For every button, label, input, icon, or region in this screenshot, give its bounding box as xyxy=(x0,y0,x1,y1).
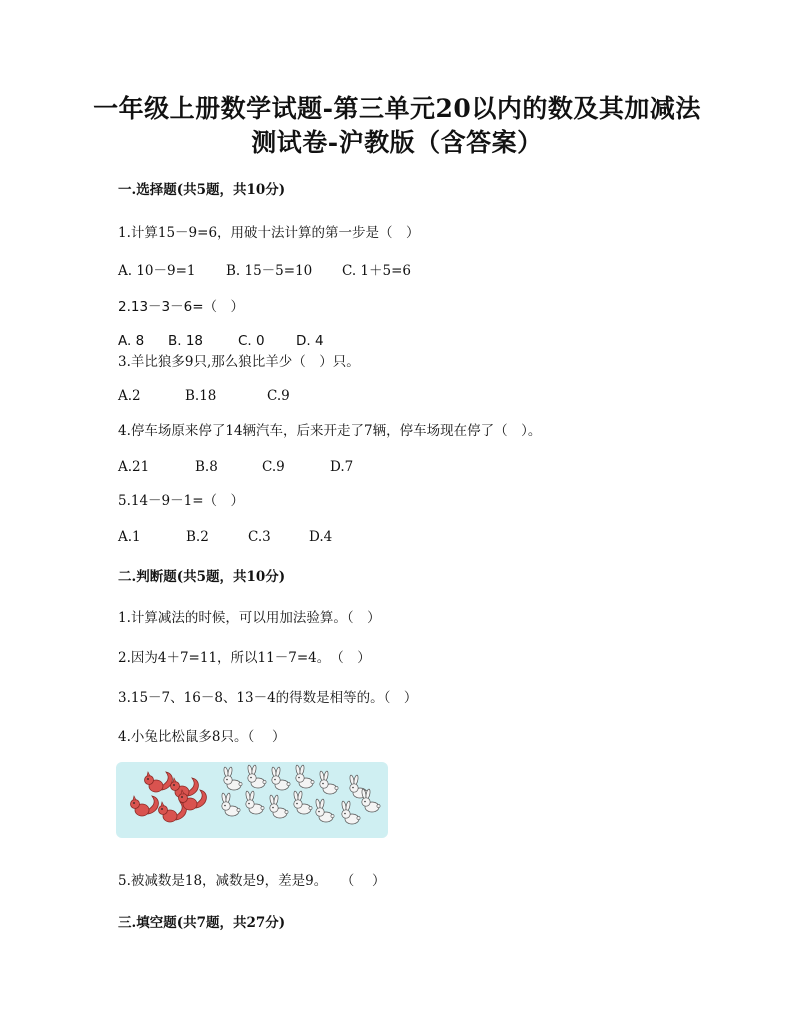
choice-question-1-options xyxy=(118,262,678,280)
option-c: C. 0 xyxy=(238,333,265,349)
judgement-question-4: 4.小兔比松鼠多8只。（ ） xyxy=(118,729,286,745)
option-d: D.7 xyxy=(330,459,354,475)
choice-question-3-options xyxy=(118,387,678,405)
choice-question-5-options xyxy=(118,528,678,546)
page-title-line-1: 一年级上册数学试题-第三单元20以内的数及其加减法 xyxy=(93,94,701,123)
option-a: A.21 xyxy=(118,459,150,475)
choice-question-4: 4.停车场原来停了14辆汽车，后来开走了7辆，停车场现在停了（ ）。 xyxy=(118,423,542,439)
section-heading-fill-in: 三.填空题(共7题，共27分) xyxy=(118,915,286,931)
option-b: B.2 xyxy=(186,529,209,545)
choice-question-2: 2.13－3－6=（ ） xyxy=(118,299,245,315)
page-title-line-2: 测试卷-沪教版（含答案） xyxy=(251,128,543,157)
judgement-question-1: 1.计算减法的时候，可以用加法验算。（ ） xyxy=(118,610,381,626)
section-heading-judgement: 二.判断题(共5题，共10分) xyxy=(118,569,286,585)
option-c: C.9 xyxy=(267,388,290,404)
option-a: A. 8 xyxy=(118,333,145,349)
squirrels-and-rabbits-picture xyxy=(116,762,388,838)
judgement-question-5: 5.被减数是18，减数是9，差是9。 （ ） xyxy=(118,873,386,889)
choice-question-1: 1.计算15－9=6，用破十法计算的第一步是（ ） xyxy=(118,225,420,241)
option-b: B.8 xyxy=(195,459,218,475)
option-d: D. 4 xyxy=(296,333,324,349)
option-c: C. 1＋5=6 xyxy=(342,263,412,279)
section-heading-choice: 一.选择题(共5题，共10分) xyxy=(118,182,286,198)
choice-question-2-options xyxy=(118,332,678,350)
option-b: B.18 xyxy=(185,388,217,404)
option-a: A.2 xyxy=(118,388,141,404)
option-c: C.3 xyxy=(248,529,271,545)
option-b: B. 15－5=10 xyxy=(226,263,313,279)
choice-question-3: 3.羊比狼多9只,那么狼比羊少（ ）只。 xyxy=(118,354,360,370)
option-a: A.1 xyxy=(118,529,141,545)
option-b: B. 18 xyxy=(168,333,204,349)
option-a: A. 10－9=1 xyxy=(118,263,196,279)
option-d: D.4 xyxy=(309,529,333,545)
judgement-question-2: 2.因为4＋7=11，所以11－7=4。 （ ） xyxy=(118,650,371,666)
option-c: C.9 xyxy=(262,459,285,475)
choice-question-4-options xyxy=(118,458,678,476)
choice-question-5: 5.14－9－1=（ ） xyxy=(118,493,245,509)
judgement-question-3: 3.15－7、16－8、13－4的得数是相等的。（ ） xyxy=(118,690,418,706)
